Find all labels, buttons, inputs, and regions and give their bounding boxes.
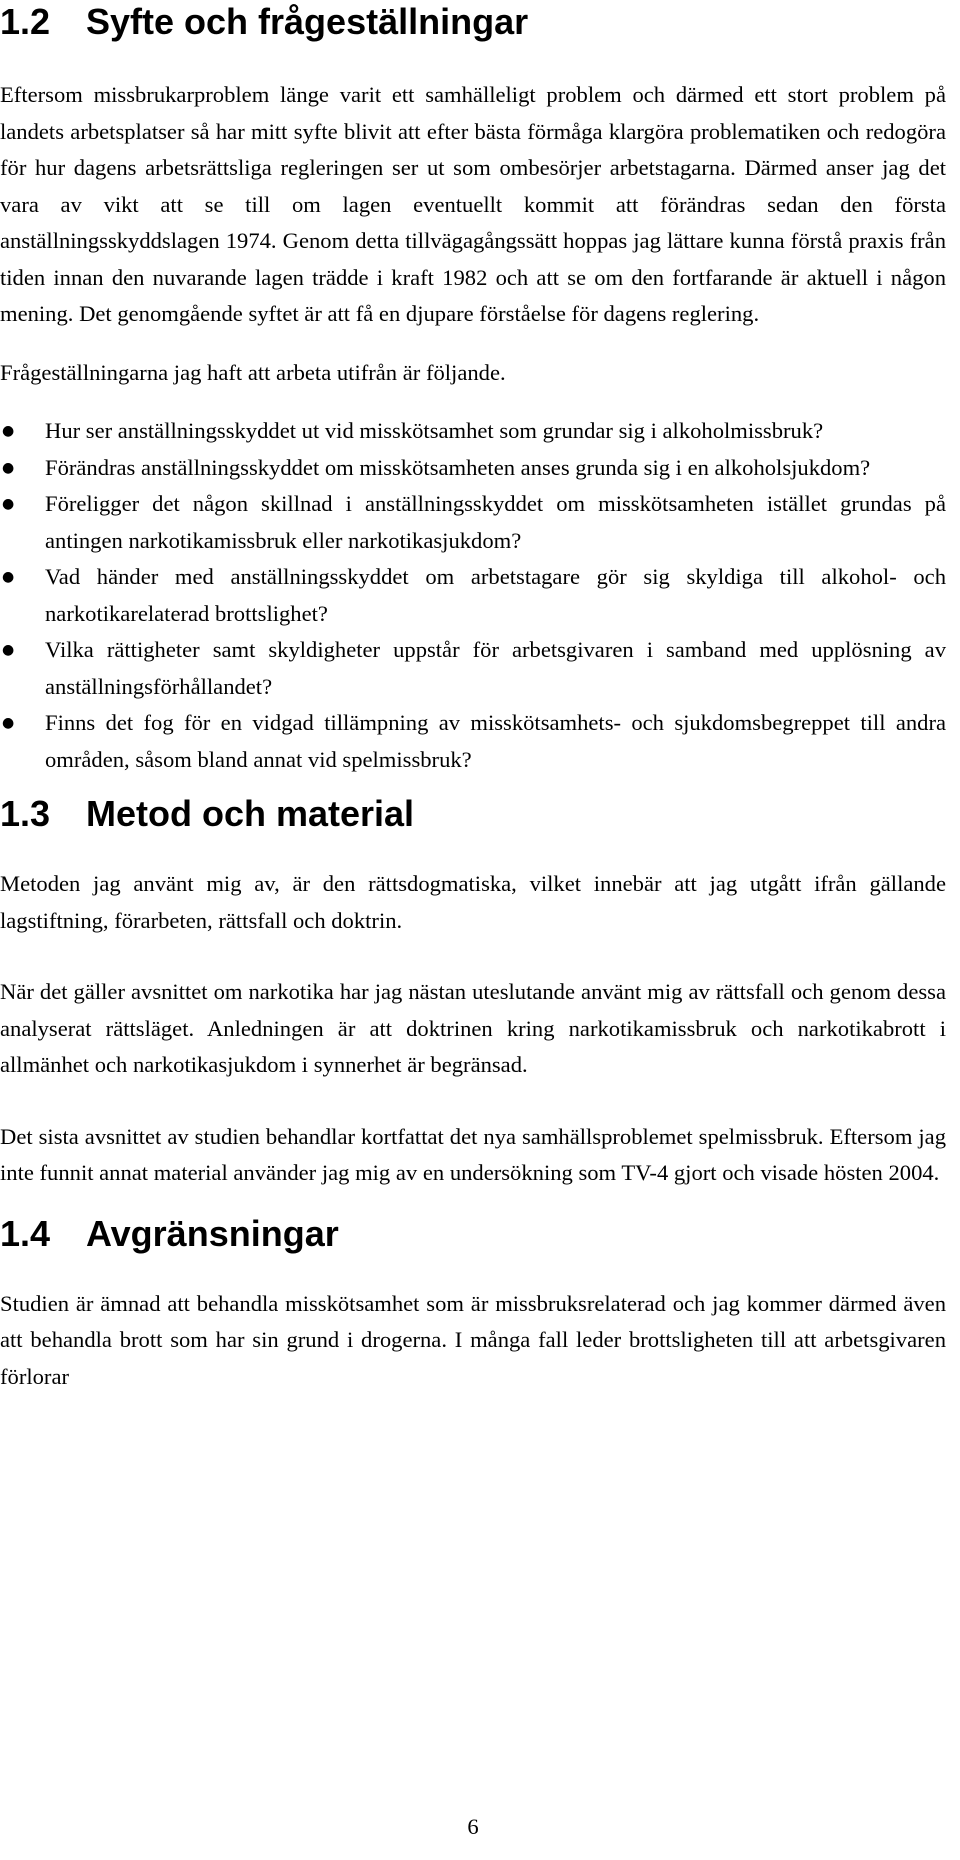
list-item <box>0 413 946 450</box>
delimitation-paragraph: Studien är ämnad att behandla misskötsamhet som är missbruksrelaterad och jag kommer därmed även att behandla brott som har sin grund i drogerna. I många fall leder brottsligheten till att arbetsgivaren förlorar <box>0 1290 946 1389</box>
section-number: 1.2 <box>0 1 51 42</box>
question-text: Hur ser anställningsskyddet ut vid misskötsamhet som grundar sig i alkoholmissbruk? <box>45 418 824 443</box>
page-number: 6 <box>467 1814 479 1839</box>
list-item <box>0 632 946 705</box>
method-paragraph-3: Det sista avsnittet av studien behandlar kortfattat det nya samhällsproblemet spelmissbruk. Eftersom jag inte funnit annat material använder jag mig av en undersökning som TV-4 gjort och visade hösten 2004. <box>0 1123 946 1185</box>
section-heading-1-3 <box>0 792 946 836</box>
bullet-icon: ● <box>2 569 15 585</box>
question-text: Vad händer med anställningsskyddet om arbetstagare gör sig skyldiga till alkohol- och narkotikarelaterad brottslighet? <box>45 564 946 626</box>
bullet-icon: ● <box>2 423 15 439</box>
bullet-icon: ● <box>2 459 15 476</box>
section-number: 1.4 <box>0 1212 51 1254</box>
section-heading-1-4 <box>0 1212 946 1256</box>
bullet-icon: ● <box>2 715 15 731</box>
section-title: Avgränsningar <box>86 1212 339 1254</box>
method-paragraph-1: Metoden jag använt mig av, är den rättsdogmatiska, vilket innebär att jag utgått ifrån gällande lagstiftning, förarbeten, rättsfall och doktrin. <box>0 871 946 933</box>
list-item <box>0 486 946 559</box>
section-title: Metod och material <box>86 793 415 834</box>
questions-intro: Frågeställningarna jag haft att arbeta utifrån är följande. <box>0 359 506 385</box>
question-text: Förändras anställningsskyddet om misskötsamheten anses grunda sig i en alkoholsjukdom? <box>45 454 871 480</box>
question-text: Finns det fog för en vidgad tillämpning av misskötsamhets- och sjukdomsbegreppet till andra områden, såsom bland annat vid spelmissbruk? <box>45 710 946 772</box>
method-paragraph-2: När det gäller avsnittet om narkotika har jag nästan uteslutande använt mig av rättsfall och genom dessa analyserat rättsläget. Anledningen är att doktrinen kring narkotikamissbruk och narkotikabrott i allmänhet och narkotikasjukdom i synnerhet är begränsad. <box>0 979 946 1077</box>
list-item <box>0 450 946 487</box>
section-number: 1.3 <box>0 793 51 834</box>
list-item <box>0 705 946 778</box>
purpose-paragraph: Eftersom missbrukarproblem länge varit ett samhälleligt problem och därmed ett stort problem på landets arbetsplatser så har mitt syfte blivit att efter bästa förmåga klargöra problematiken och redogöra för hur dagens arbetsrättsliga regleringen ser ut som ombesörjer arbetstagarna. Därmed anser jag det vara av vikt att se till om lagen eventuellt kommit att förändras sedan den första anställningsskyddslagen 1974. Genom detta tillvägagångssätt hoppas jag lättare kunna förstå praxis från tiden innan den nuvarande lagen trädde i kraft 1982 och att se om den fortfarande är aktuell i någon mening. Det genomgående syftet är att få en djupare förståelse för dagens reglering. <box>0 82 946 326</box>
questions-list <box>0 413 946 778</box>
question-text: Vilka rättigheter samt skyldigheter uppstår för arbetsgivaren i samband med upplösning av anställningsförhållandet? <box>45 637 946 699</box>
list-item <box>0 559 946 632</box>
section-title: Syfte och frågeställningar <box>86 1 529 42</box>
bullet-icon: ● <box>2 496 15 512</box>
question-text: Föreligger det någon skillnad i anställningsskyddet om misskötsamheten istället grundas på antingen narkotikamissbruk eller narkotikasjukdom? <box>45 491 946 553</box>
bullet-icon: ● <box>2 642 15 658</box>
section-heading-1-2 <box>0 0 946 44</box>
